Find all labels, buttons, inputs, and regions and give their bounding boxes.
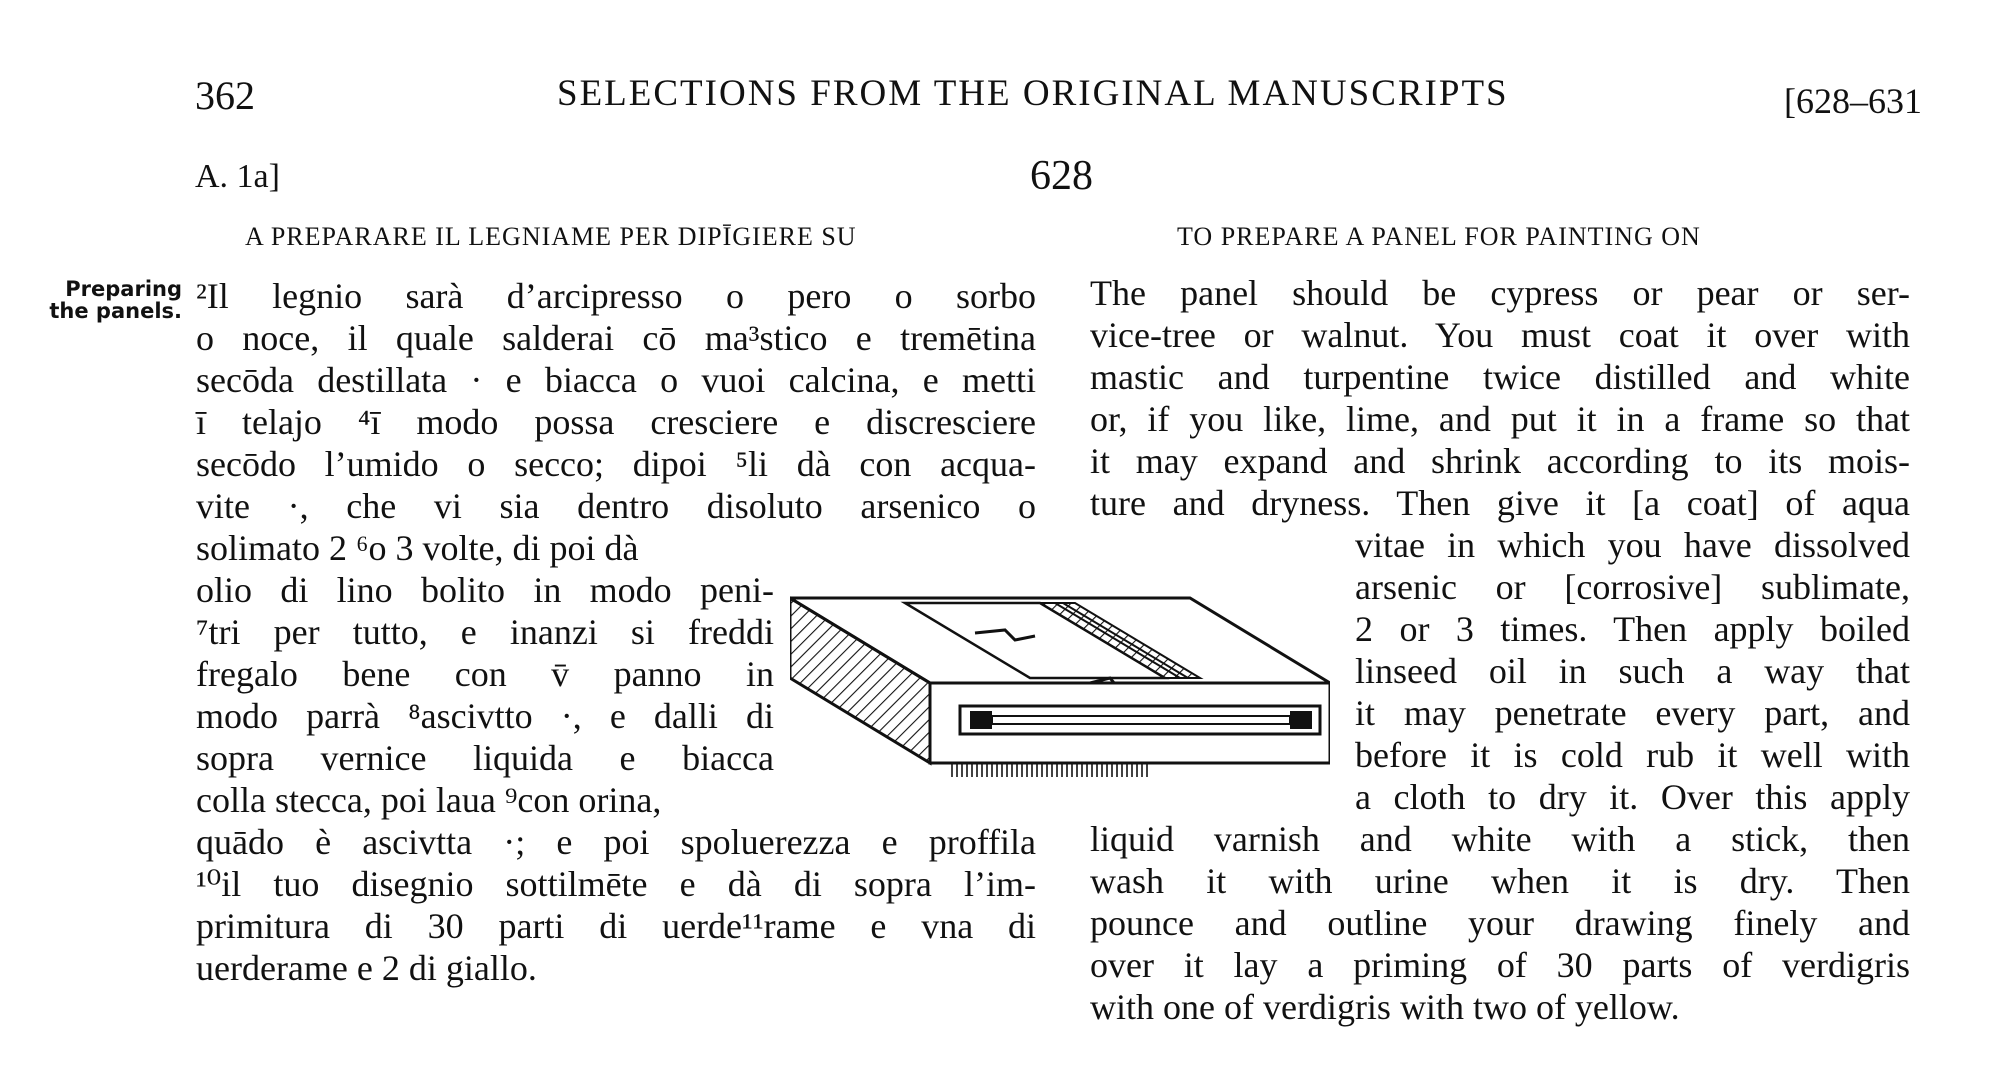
italian-line: secōdo l’umido o secco; dipoi ⁵li dà con acqua- xyxy=(196,444,1036,484)
english-line: liquid varnish and white with a stick, then xyxy=(1090,819,1910,859)
italian-line: vite ·, che vi sia dentro disoluto arsenico o xyxy=(196,486,1036,526)
panel-frame-illustration xyxy=(790,578,1330,793)
italian-line: ¹⁰il tuo disegnio sottilmēte e dà di sopra l’im- xyxy=(196,864,1036,904)
italian-line: sopra vernice liquida e biacca xyxy=(196,738,774,778)
margin-note: Preparing the panels. xyxy=(49,277,182,323)
english-line: with one of verdigris with two of yellow. xyxy=(1090,987,1680,1027)
english-line: it may penetrate every part, and xyxy=(1355,693,1910,733)
italian-line: solimato 2 ⁶o 3 volte, di poi dà xyxy=(196,528,639,568)
english-line: arsenic or [corrosive] sublimate, xyxy=(1355,567,1910,607)
english-line: vitae in which you have dissolved xyxy=(1355,525,1910,565)
italian-line: modo parrà ⁸ascivtto ·, e dalli di xyxy=(196,696,774,736)
english-line: before it is cold rub it well with xyxy=(1355,735,1910,775)
english-line: 2 or 3 times. Then apply boiled xyxy=(1355,609,1910,649)
italian-line: fregalo bene con v̄ panno in xyxy=(196,654,774,694)
page-number: 362 xyxy=(195,73,255,118)
english-line: ture and dryness. Then give it [a coat] of aqua xyxy=(1090,483,1910,523)
english-line: it may expand and shrink according to its mois- xyxy=(1090,441,1910,481)
english-heading: TO PREPARE A PANEL FOR PAINTING ON xyxy=(1177,222,1701,251)
italian-line: ī telajo ⁴ī modo possa cresciere e discresciere xyxy=(196,402,1036,442)
english-line: over it lay a priming of 30 parts of verdigris xyxy=(1090,945,1910,985)
section-number: 628 xyxy=(1030,153,1093,199)
running-title: SELECTIONS FROM THE ORIGINAL MANUSCRIPTS xyxy=(557,73,1509,114)
italian-line: olio di lino bolito in modo peni- xyxy=(196,570,774,610)
italian-line: secōda destillata · e biacca o vuoi calcina, e metti xyxy=(196,360,1036,400)
manuscript-reference: A. 1a] xyxy=(195,158,280,195)
english-line: wash it with urine when it is dry. Then xyxy=(1090,861,1910,901)
italian-heading: A PREPARARE IL LEGNIAME PER DIPĪGIERE SU xyxy=(245,222,857,251)
italian-line: uerderame e 2 di giallo. xyxy=(196,948,537,988)
italian-line: colla stecca, poi laua ⁹con orina, xyxy=(196,780,662,820)
english-line: a cloth to dry it. Over this apply xyxy=(1355,777,1910,817)
italian-line: ²Il legnio sarà d’arcipresso o pero o sorbo xyxy=(196,276,1036,316)
english-line: The panel should be cypress or pear or ser- xyxy=(1090,273,1910,313)
english-line: linseed oil in such a way that xyxy=(1355,651,1910,691)
english-line: mastic and turpentine twice distilled and white xyxy=(1090,357,1910,397)
italian-line: primitura di 30 parti di uerde¹¹rame e vna di xyxy=(196,906,1036,946)
english-line: vice-tree or walnut. You must coat it over with xyxy=(1090,315,1910,355)
english-line: or, if you like, lime, and put it in a frame so that xyxy=(1090,399,1910,439)
paragraph-range: [628–631 xyxy=(1784,81,1922,121)
english-line: pounce and outline your drawing finely and xyxy=(1090,903,1910,943)
italian-line: ⁷tri per tutto, e inanzi si freddi xyxy=(196,612,774,652)
italian-line: quādo è ascivtta ·; e poi spoluerezza e proffila xyxy=(196,822,1036,862)
italian-line: o noce, il quale salderai cō ma³stico e tremētina xyxy=(196,318,1036,358)
